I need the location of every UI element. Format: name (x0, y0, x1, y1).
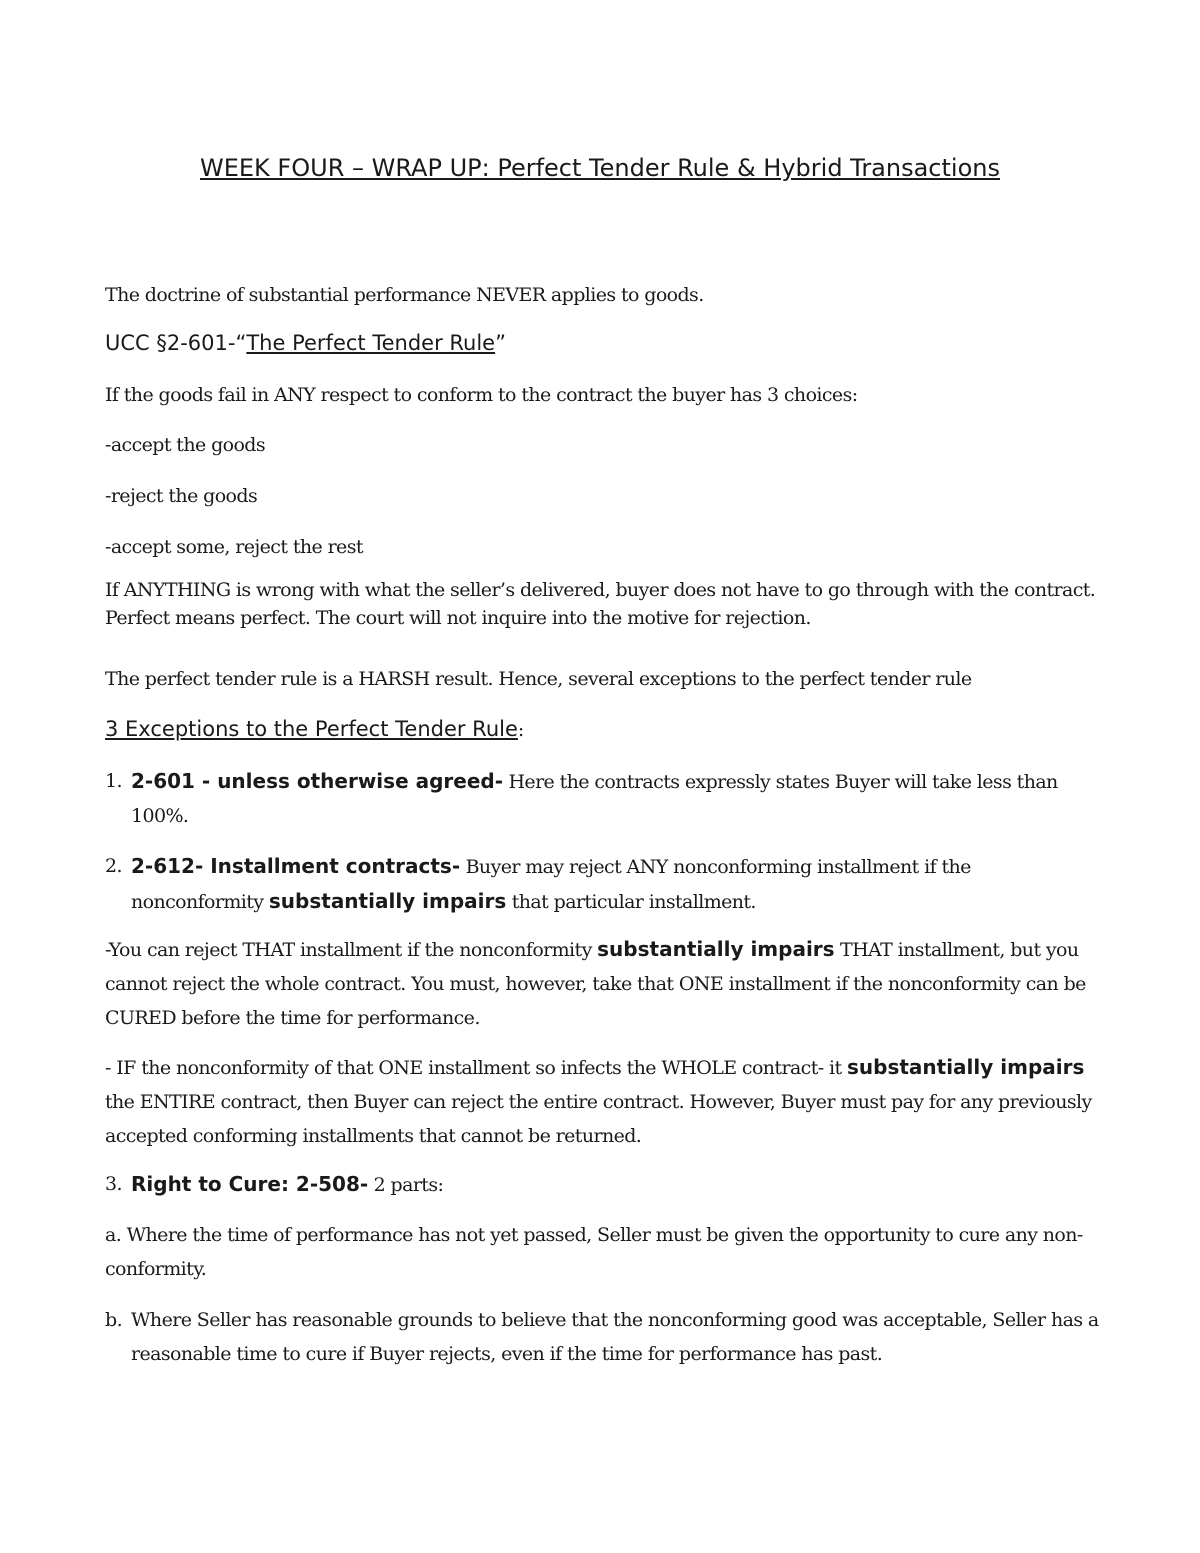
exceptions-heading-title: 3 Exceptions to the Perfect Tender Rule (105, 717, 518, 741)
anything-paragraph: If ANYTHING is wrong with what the seller’s delivered, buyer does not have to go through with the contract. Perfect means perfect. The court will not inquire into the motive for rejection. (105, 579, 1096, 629)
ucc-heading-prefix: UCC §2-601-“ (105, 331, 247, 355)
reject-text-end: THAT installment, but you cannot reject the whole contract. You must, however, take that ONE installment if the nonconformity can be CURED before the time for performance. (105, 939, 1086, 1029)
exception-2-text: Buyer may reject ANY nonconforming installment if the nonconformity (131, 856, 971, 913)
cure-part-b: Where Seller has reasonable grounds to believe that the nonconforming good was acceptable, Seller has a reasonable time to cure if Buyer rejects, even if the time for performance has past. (131, 1309, 1099, 1365)
exception-3 (131, 1167, 1106, 1202)
reject-installment-paragraph (105, 932, 1105, 1035)
harsh-paragraph: The perfect tender rule is a HARSH result. Hence, several exceptions to the perfect tender rule (105, 668, 972, 690)
exception-2-number: 2. (105, 855, 122, 877)
exception-2-emphasis: substantially impairs (268, 889, 507, 913)
whole-emphasis: substantially impairs (846, 1055, 1085, 1079)
exception-3-text: 2 parts: (368, 1174, 444, 1196)
ucc-heading-suffix: ” (495, 331, 506, 355)
exceptions-heading-colon: : (517, 719, 524, 741)
exception-2-text-end: that particular installment. (506, 891, 756, 913)
exceptions-heading (105, 712, 1105, 747)
cure-part-a: a. Where the time of performance has not yet passed, Seller must be given the opportunity to cure any non-conformity. (105, 1224, 1083, 1280)
choice-item: -accept some, reject the rest (105, 536, 363, 558)
exception-1-title: 2-601 - unless otherwise agreed- (131, 769, 504, 793)
exception-1-text: Here the contracts expressly states Buyer will take less than 100%. (131, 771, 1058, 827)
cure-part-b-letter: b. (105, 1309, 123, 1331)
intro-paragraph: The doctrine of substantial performance NEVER applies to goods. (105, 284, 704, 306)
exception-3-number: 3. (105, 1173, 122, 1195)
exception-2-title: 2-612- Installment contracts- (131, 854, 461, 878)
ucc-heading-title: The Perfect Tender Rule (246, 331, 496, 355)
reject-text-start: -You can reject THAT installment if the nonconformity (105, 939, 598, 961)
reject-emphasis: substantially impairs (597, 937, 835, 961)
exception-1-number: 1. (105, 770, 122, 792)
whole-contract-paragraph (105, 1050, 1105, 1153)
choices-intro: If the goods fail in ANY respect to conform to the contract the buyer has 3 choices: (105, 384, 858, 406)
choice-item: -accept the goods (105, 434, 266, 456)
whole-text-end: the ENTIRE contract, then Buyer can reject the entire contract. However, Buyer must pay for any previously accepted conforming installments that cannot be returned. (105, 1091, 1092, 1147)
ucc-heading (105, 326, 1105, 360)
whole-text-start: - IF the nonconformity of that ONE installment so infects the WHOLE contract- it (105, 1057, 847, 1079)
choice-item: -reject the goods (105, 485, 258, 507)
exception-2 (131, 849, 1106, 919)
document-title: WEEK FOUR – WRAP UP: Perfect Tender Rule & Hybrid Transactions (200, 154, 1000, 182)
exception-1 (131, 764, 1106, 833)
exception-3-title: Right to Cure: 2-508- (131, 1172, 369, 1196)
